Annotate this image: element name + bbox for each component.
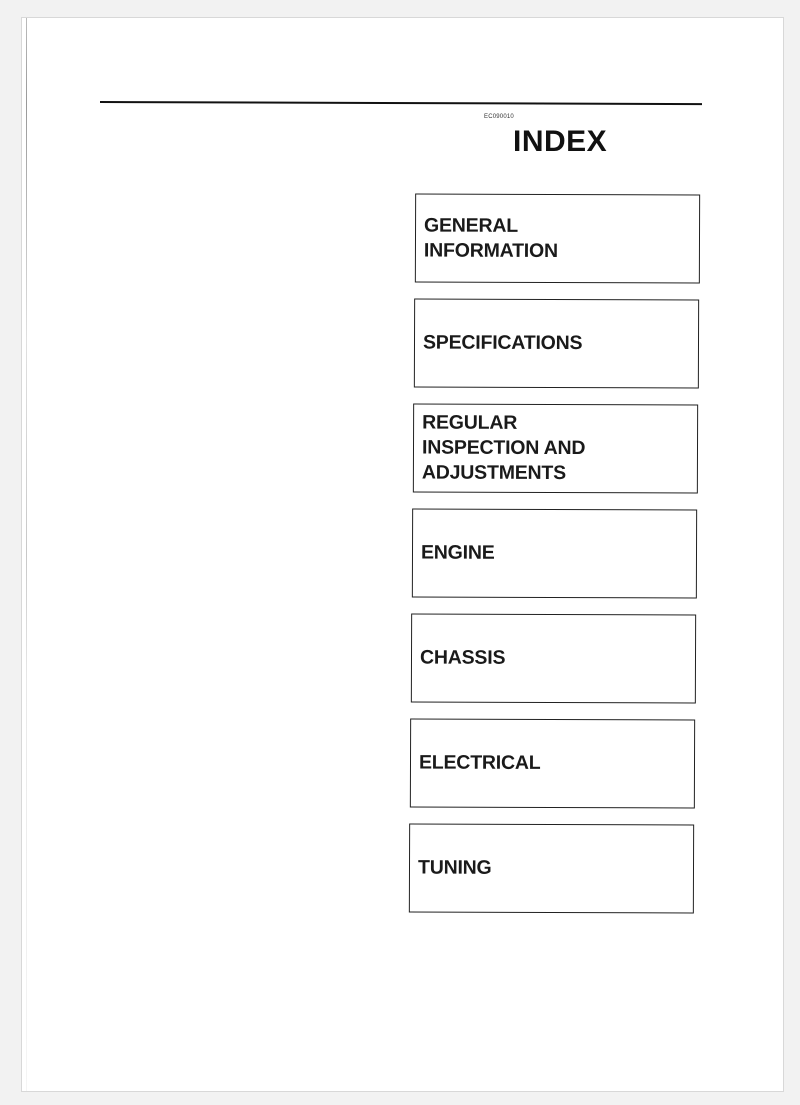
section-label: ENGINE (420, 541, 495, 564)
index-title: INDEX (513, 125, 608, 158)
section-regular-inspection[interactable] (413, 404, 698, 494)
section-label: GENERAL INFORMATION (423, 214, 558, 262)
section-specifications[interactable] (414, 299, 699, 389)
section-label: CHASSIS (419, 646, 506, 669)
section-general-information[interactable] (415, 194, 700, 284)
section-electrical[interactable] (410, 719, 695, 809)
section-chassis[interactable] (411, 614, 696, 704)
section-engine[interactable] (412, 509, 697, 599)
section-label: ELECTRICAL (418, 751, 541, 774)
section-label: REGULAR INSPECTION AND ADJUSTMENTS (421, 411, 586, 485)
document-code: EC090010 (484, 114, 514, 120)
header-rule (100, 101, 702, 105)
document-page (21, 17, 784, 1092)
scan-edge-line (26, 18, 27, 1091)
section-label: SPECIFICATIONS (422, 331, 583, 355)
section-tuning[interactable] (409, 824, 694, 914)
section-label: TUNING (417, 856, 492, 879)
